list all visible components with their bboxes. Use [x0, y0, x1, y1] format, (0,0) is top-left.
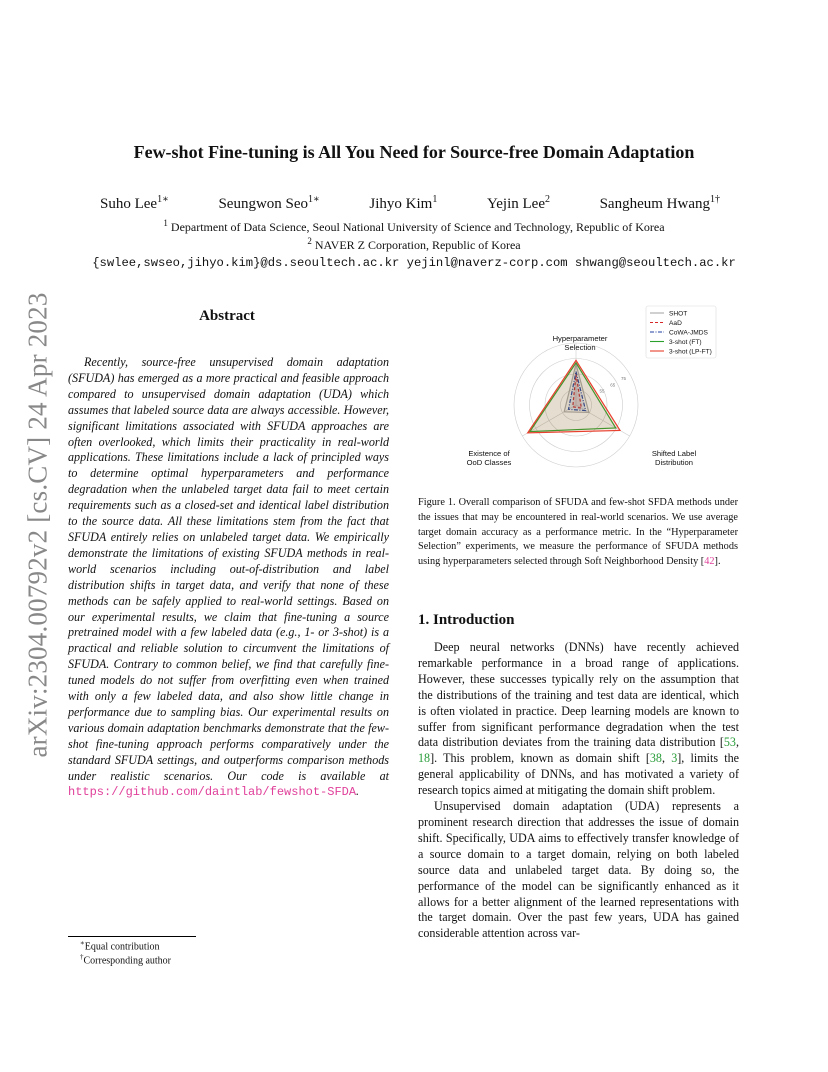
- footnote: ∗Equal contribution: [80, 939, 160, 953]
- intro-text: ,: [661, 751, 672, 766]
- figure-caption: Figure 1. Overall comparison of SFUDA and few-shot SFDA methods under the issues that may be encountered in real-world scenarios. We use average target domain accuracy as a performance metric. In the “Hyperparameter Selection” experiments, we measure the performance of SFUDA methods using hyperparameters selected through Soft Neighborhood Density [42].: [418, 497, 738, 568]
- intro-text: ]. This problem, known as domain shift [: [430, 751, 650, 766]
- figure-1: [418, 300, 758, 490]
- radar-series-3-shot-lp-ft-: [528, 360, 620, 433]
- author: Yejin Lee$^2$: [486, 194, 550, 212]
- intro-paragraph: Unsupervised domain adaptation (UDA) represents a prominent research direction that addresses the issue of domain shift. Specifically, UDA aims to effectively transfer knowledge of a source domain to a target domain, relying on both labeled source data and unlabeled target data. By doing so, the performance of the model can be significantly enhanced as it allows for a better alignment of the learned representations with the target domain. Over the past few years, UDA has gained considerable attention across var-: [418, 799, 739, 941]
- code-link[interactable]: https://github.com/daintlab/fewshot-SFDA: [68, 785, 357, 800]
- affiliation: $^1$ Department of Data Science, Seoul National University of Science and Technology, Republic of Korea: [163, 218, 665, 234]
- citation[interactable]: 18: [418, 751, 431, 766]
- author-list: [100, 194, 720, 213]
- section-heading: 1. Introduction: [418, 612, 515, 628]
- legend-entry: SHOT: [669, 310, 688, 318]
- radar-ring-label: 65: [610, 382, 616, 388]
- axis-label-shifted-label: Shifted Label Distribution: [651, 449, 697, 467]
- radar-chart: [418, 300, 758, 490]
- intro-text: ,: [735, 735, 739, 750]
- paper-title: Few-shot Fine-tuning is All You Need for Source-free Domain Adaptation: [133, 142, 695, 162]
- affiliation: $^2$ NAVER Z Corporation, Republic of Korea: [307, 236, 521, 252]
- abstract-heading: Abstract: [199, 308, 255, 324]
- footnote-rule: [68, 936, 196, 937]
- legend-entry: AaD: [669, 319, 682, 327]
- author: Jihyo Kim$^1$: [369, 194, 438, 212]
- author: Suho Lee$^{1∗}$: [100, 194, 169, 212]
- legend-entry: CoWA-JMDS: [669, 329, 708, 337]
- axis-label-hyperparameter: Hyperparameter Selection: [552, 334, 608, 352]
- intro-body: [418, 640, 739, 942]
- legend-entry: 3-shot (FT): [669, 338, 702, 346]
- citation[interactable]: 38: [649, 751, 662, 766]
- citation[interactable]: 42: [704, 556, 715, 568]
- intro-paragraph: [418, 640, 739, 799]
- author-emails: {swlee,swseo,jihyo.kim}@ds.seoultech.ac.kr yejinl@naverz-corp.com shwang@seoultech.ac.kr: [92, 256, 736, 270]
- abstract-body: Recently, source-free unsupervised domain adaptation (SFUDA) has emerged as a more practical and feasible approach compared to unsupervised domain adaptation (UDA) which assumes that labeled source data are always accessible. However, significant limitations associated with SFUDA approaches are often overlooked, which limits their practicality in real-world applications. These limitations include a lack of principled ways to determine optimal hyperparameters and performance degradation when the unlabeled target data fail to meet certain requirements such as a closed-set and identical label distribution to the source data. All these limitations stem from the fact that SFUDA entirely relies on unlabeled target data. We empirically demonstrate the limitations of existing SFUDA methods in real-world scenarios including out-of-distribution and label distribution shifts in target data, and verify that none of these methods can be safely applied to real-world settings. Based on our experimental results, we claim that fine-tuning a source pretrained model with a few labeled data (e.g., 1- or 3-shot) is a practical and reliable solution to circumvent the limitations of SFUDA. Contrary to common belief, we find that carefully fine-tuned models do not suffer from overfitting even when trained with only a few labeled data, and also show little change in performance due to sampling bias. Our experimental results on various domain adaptation benchmarks demonstrate that the few-shot fine-tuning approach performs comparatively under the standard SFUDA settings, and outperforms comparison methods under realistic scenarios. Our code is available at https://github.com/daintlab/fewshot-SFDA.: [68, 355, 389, 800]
- author: Sangheum Hwang$^{1\dagger}$: [599, 194, 720, 212]
- intro-text: Deep neural networks (DNNs) have recently achieved remarkable performance in a broad range of applications. However, these successes typically rely on the assumption that the distributions of the training and test data are identical, which is often violated in practice. Deep learning models are known to suffer from significant performance degradation when the test data distribution deviates from the training data distribution [: [418, 640, 739, 750]
- arxiv-stamp: arXiv:2304.00792v2 [cs.CV] 24 Apr 2023: [22, 292, 53, 758]
- citation[interactable]: 53: [723, 735, 736, 750]
- legend-entry: 3-shot (LP-FT): [669, 348, 712, 356]
- radar-ring-label: 75: [620, 376, 626, 382]
- author: Seungwon Seo$^{1∗}$: [218, 194, 320, 212]
- footnote: †Corresponding author: [80, 953, 171, 967]
- citation[interactable]: 3: [671, 751, 678, 766]
- radar-ring-label: 55: [599, 388, 605, 394]
- axis-label-ood: Existence of OoD Classes: [466, 449, 512, 467]
- intro-text: ], limits the general applicability of DNNs, and has motivated a variety of research topics aimed at mitigating the domain shift problem.: [418, 751, 739, 798]
